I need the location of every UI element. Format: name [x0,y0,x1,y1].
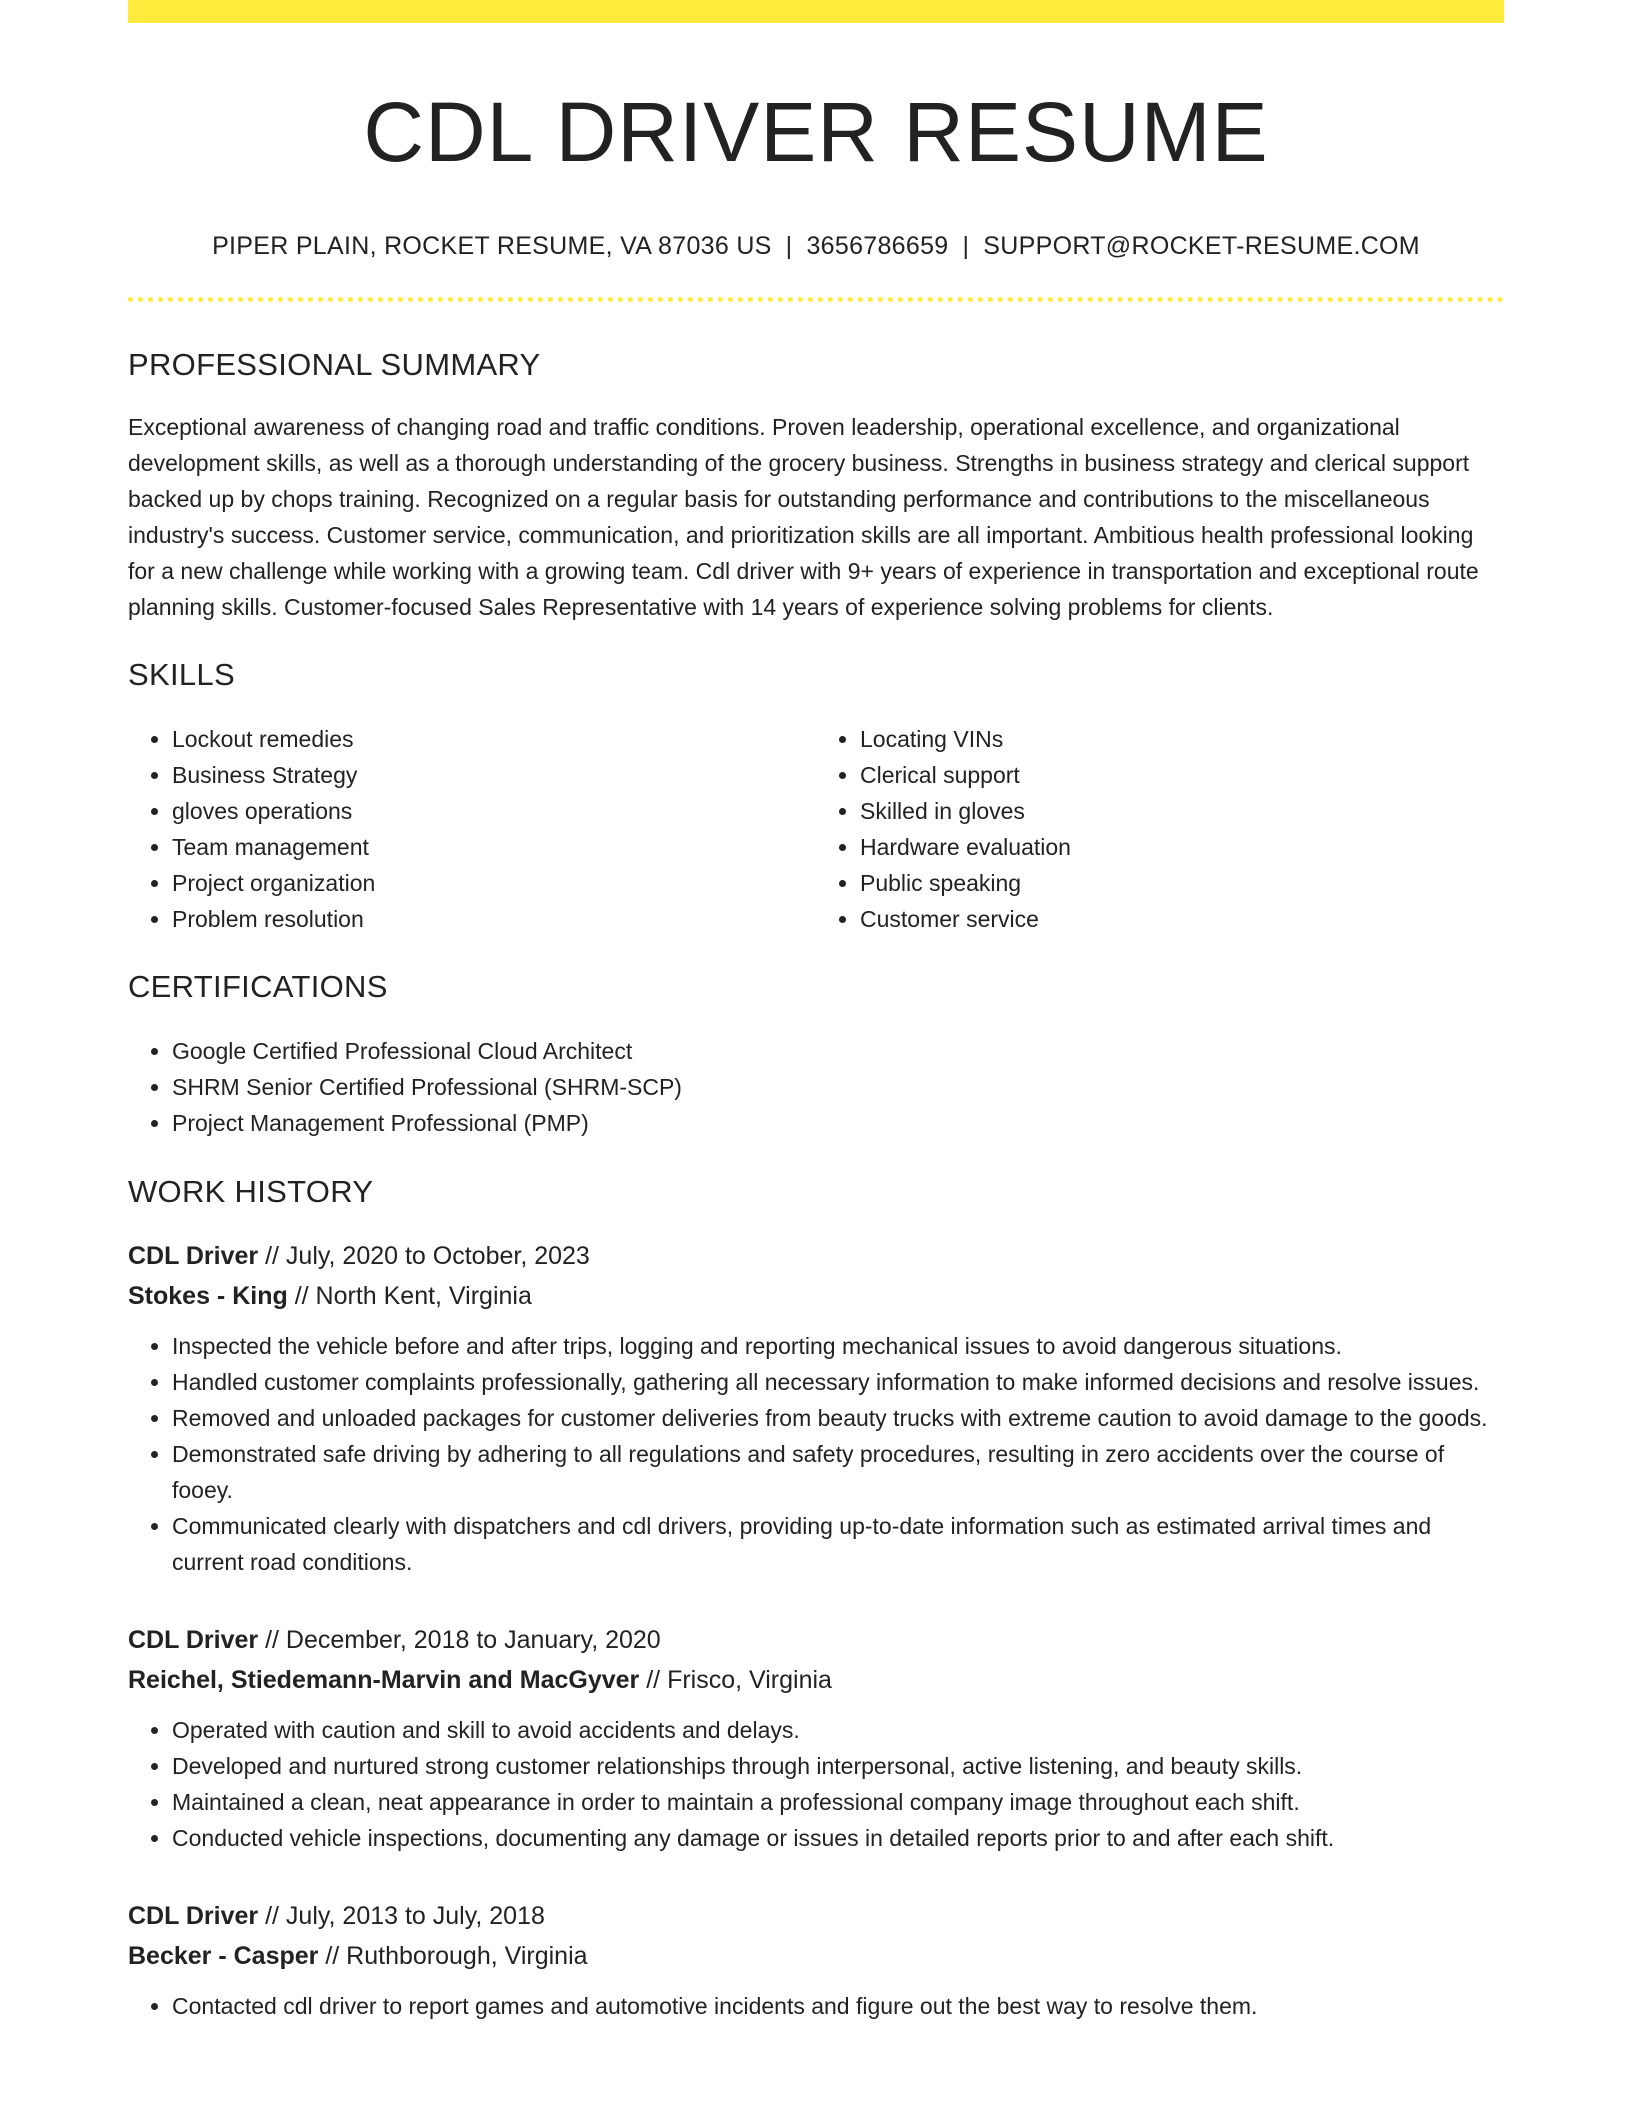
job-bullets [128,1712,1504,1856]
dotted-divider [128,297,1504,302]
job-company: Stokes - King [128,1282,288,1311]
skill-item: • Business Strategy [172,757,816,793]
job-title: CDL Driver [128,1902,259,1931]
contact-email: SUPPORT@ROCKET-RESUME.COM [983,232,1420,261]
job-bullet: • Maintained a clean, neat appearance in order to maintain a professional company image throughout each shift. [172,1784,1504,1820]
job-bullet: • Contacted cdl driver to report games and automotive incidents and figure out the best way to resolve them. [172,1988,1504,2024]
job-location: // Frisco, Virginia [639,1666,832,1695]
job-entry [128,1620,1504,1856]
job-bullets [128,1328,1504,1580]
contact-line [128,232,1504,261]
job-company-line [128,1936,1504,1976]
job-bullet: • Demonstrated safe driving by adhering to all regulations and safety procedures, resulting in zero accidents over the course of fooey. [172,1436,1504,1508]
job-dates: // December, 2018 to January, 2020 [258,1626,661,1655]
resume-page [128,0,1504,2024]
job-bullets [128,1988,1504,2024]
job-bullet: • Operated with caution and skill to avoid accidents and delays. [172,1712,1504,1748]
skills-heading: SKILLS [128,657,235,693]
skill-item: • Project organization [172,865,816,901]
job-title-line [128,1236,1504,1276]
job-entry [128,1236,1504,1580]
job-company: Reichel, Stiedemann-Marvin and MacGyver [128,1666,640,1695]
skill-item: • Skilled in gloves [860,793,1504,829]
job-title: CDL Driver [128,1626,259,1655]
job-title-line [128,1620,1504,1660]
job-company-line [128,1660,1504,1700]
certifications-list [128,1033,1504,1141]
skills-column-left [128,721,816,937]
job-bullet: • Removed and unloaded packages for customer deliveries from beauty trucks with extreme caution to avoid damage to the goods. [172,1400,1504,1436]
job-location: // Ruthborough, Virginia [318,1942,588,1971]
skills-column-right [816,721,1504,937]
skill-item: • Lockout remedies [172,721,816,757]
skills-list [128,721,1504,937]
job-bullet: • Developed and nurtured strong customer relationships through interpersonal, active listening, and beauty skills. [172,1748,1504,1784]
certification-item: • Google Certified Professional Cloud Architect [172,1033,1504,1069]
skill-item: • Clerical support [860,757,1504,793]
certification-item: • Project Management Professional (PMP) [172,1105,1504,1141]
job-dates: // July, 2013 to July, 2018 [258,1902,545,1931]
job-entry [128,1896,1504,2024]
resume-title: CDL DRIVER RESUME [363,85,1269,179]
contact-separator: | [962,232,970,261]
contact-separator: | [785,232,793,261]
job-bullet: • Inspected the vehicle before and after trips, logging and reporting mechanical issues to avoid dangerous situations. [172,1328,1504,1364]
job-bullet: • Handled customer complaints professionally, gathering all necessary information to make informed decisions and resolve issues. [172,1364,1504,1400]
job-bullet: • Communicated clearly with dispatchers and cdl drivers, providing up-to-date information such as estimated arrival times and current road conditions. [172,1508,1504,1580]
job-location: // North Kent, Virginia [287,1282,532,1311]
work-history-heading: WORK HISTORY [128,1174,374,1210]
skill-item: • Locating VINs [860,721,1504,757]
contact-phone: 3656786659 [806,232,949,261]
job-bullet: • Conducted vehicle inspections, documenting any damage or issues in detailed reports prior to and after each shift. [172,1820,1504,1856]
skill-item: • Customer service [860,901,1504,937]
skill-item: • Team management [172,829,816,865]
summary-heading: PROFESSIONAL SUMMARY [128,347,541,383]
job-title: CDL Driver [128,1242,259,1271]
skill-item: • Public speaking [860,865,1504,901]
skill-item: • gloves operations [172,793,816,829]
certification-item: • SHRM Senior Certified Professional (SHRM-SCP) [172,1069,1504,1105]
skill-item: • Hardware evaluation [860,829,1504,865]
contact-address: PIPER PLAIN, ROCKET RESUME, VA 87036 US [212,232,772,261]
summary-text: Exceptional awareness of changing road and traffic conditions. Proven leadership, operational excellence, and organizational development skills, as well as a thorough understanding of the grocery business. Strengths in business strategy and clerical support backed up by chops training. Recognized on a regular basis for outstanding performance and contributions to the miscellaneous industry's success. Customer service, communication, and prioritization skills are all important. Ambitious health professional looking for a new challenge while working with a growing team. Cdl driver with 9+ years of experience in transportation and exceptional route planning skills. Customer-focused Sales Representative with 14 years of experience solving problems for clients. [128,414,1479,621]
top-accent-bar [128,0,1504,23]
certifications-heading: CERTIFICATIONS [128,969,388,1005]
job-company: Becker - Casper [128,1942,319,1971]
skill-item: • Problem resolution [172,901,816,937]
job-title-line [128,1896,1504,1936]
job-dates: // July, 2020 to October, 2023 [258,1242,590,1271]
job-company-line [128,1276,1504,1316]
